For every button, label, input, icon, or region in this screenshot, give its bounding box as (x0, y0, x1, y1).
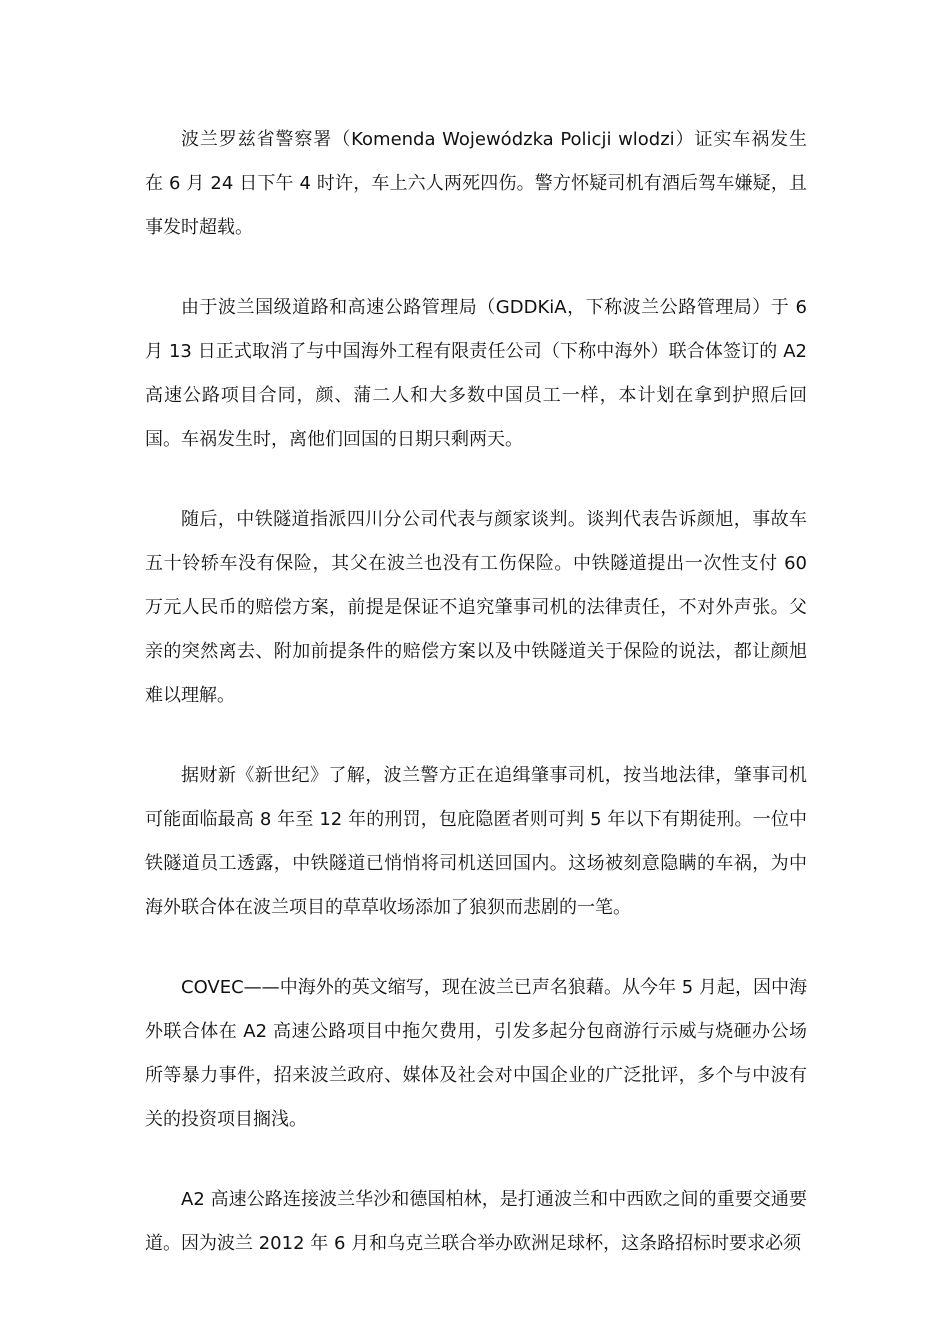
paragraph-a2-highway: A2 高速公路连接波兰华沙和德国柏林，是打通波兰和中西欧之间的重要交通要道。因为波兰 2012 年 6 月和乌克兰联合举办欧洲足球杯，这条路招标时要求必须 (145, 1189, 807, 1254)
paragraph-contract-cancelled: 由于波兰国级道路和高速公路管理局（GDDKiA，下称波兰公路管理局）于 6 月 13 日正式取消了与中国海外工程有限责任公司（下称中海外）联合体签订的 A2 高速公路项目合同，颜、蒲二人和大多数中国员工一样，本计划在拿到护照后回国。车祸发生时，离他们回国的日期只剩两天。 (145, 297, 807, 450)
paragraph-compensation-talks: 随后，中铁隧道指派四川分公司代表与颜家谈判。谈判代表告诉颜旭，事故车五十铃轿车没有保险，其父在波兰也没有工伤保险。中铁隧道提出一次性支付 60 万元人民币的赔偿方案，前提是保证不追究肇事司机的法律责任，不对外声张。父亲的突然离去、附加前提条件的赔偿方案以及中铁隧道关于保险的说法，都让颜旭难以理解。 (145, 509, 807, 706)
paragraph-police-report: 波兰罗兹省警察署（Komenda Wojewódzka Policji wlodzi）证实车祸发生在 6 月 24 日下午 4 时许，车上六人两死四伤。警方怀疑司机有酒后驾车嫌疑，且事发时超载。 (145, 129, 807, 238)
paragraph-covec-reputation: COVEC——中海外的英文缩写，现在波兰已声名狼藉。从今年 5 月起，因中海外联合体在 A2 高速公路项目中拖欠费用，引发多起分包商游行示威与烧砸办公场所等暴力事件，招来波兰政府、媒体及社会对中国企业的广泛批评，多个与中波有关的投资项目搁浅。 (145, 977, 807, 1130)
article-body (145, 118, 807, 1302)
paragraph-driver-pursuit: 据财新《新世纪》了解，波兰警方正在追缉肇事司机，按当地法律，肇事司机可能面临最高 8 年至 12 年的刑罚，包庇隐匿者则可判 5 年以下有期徒刑。一位中铁隧道员工透露，中铁隧道已悄悄将司机送回国内。这场被刻意隐瞒的车祸，为中海外联合体在波兰项目的草草收场添加了狼狈而悲剧的一笔。 (145, 765, 807, 918)
